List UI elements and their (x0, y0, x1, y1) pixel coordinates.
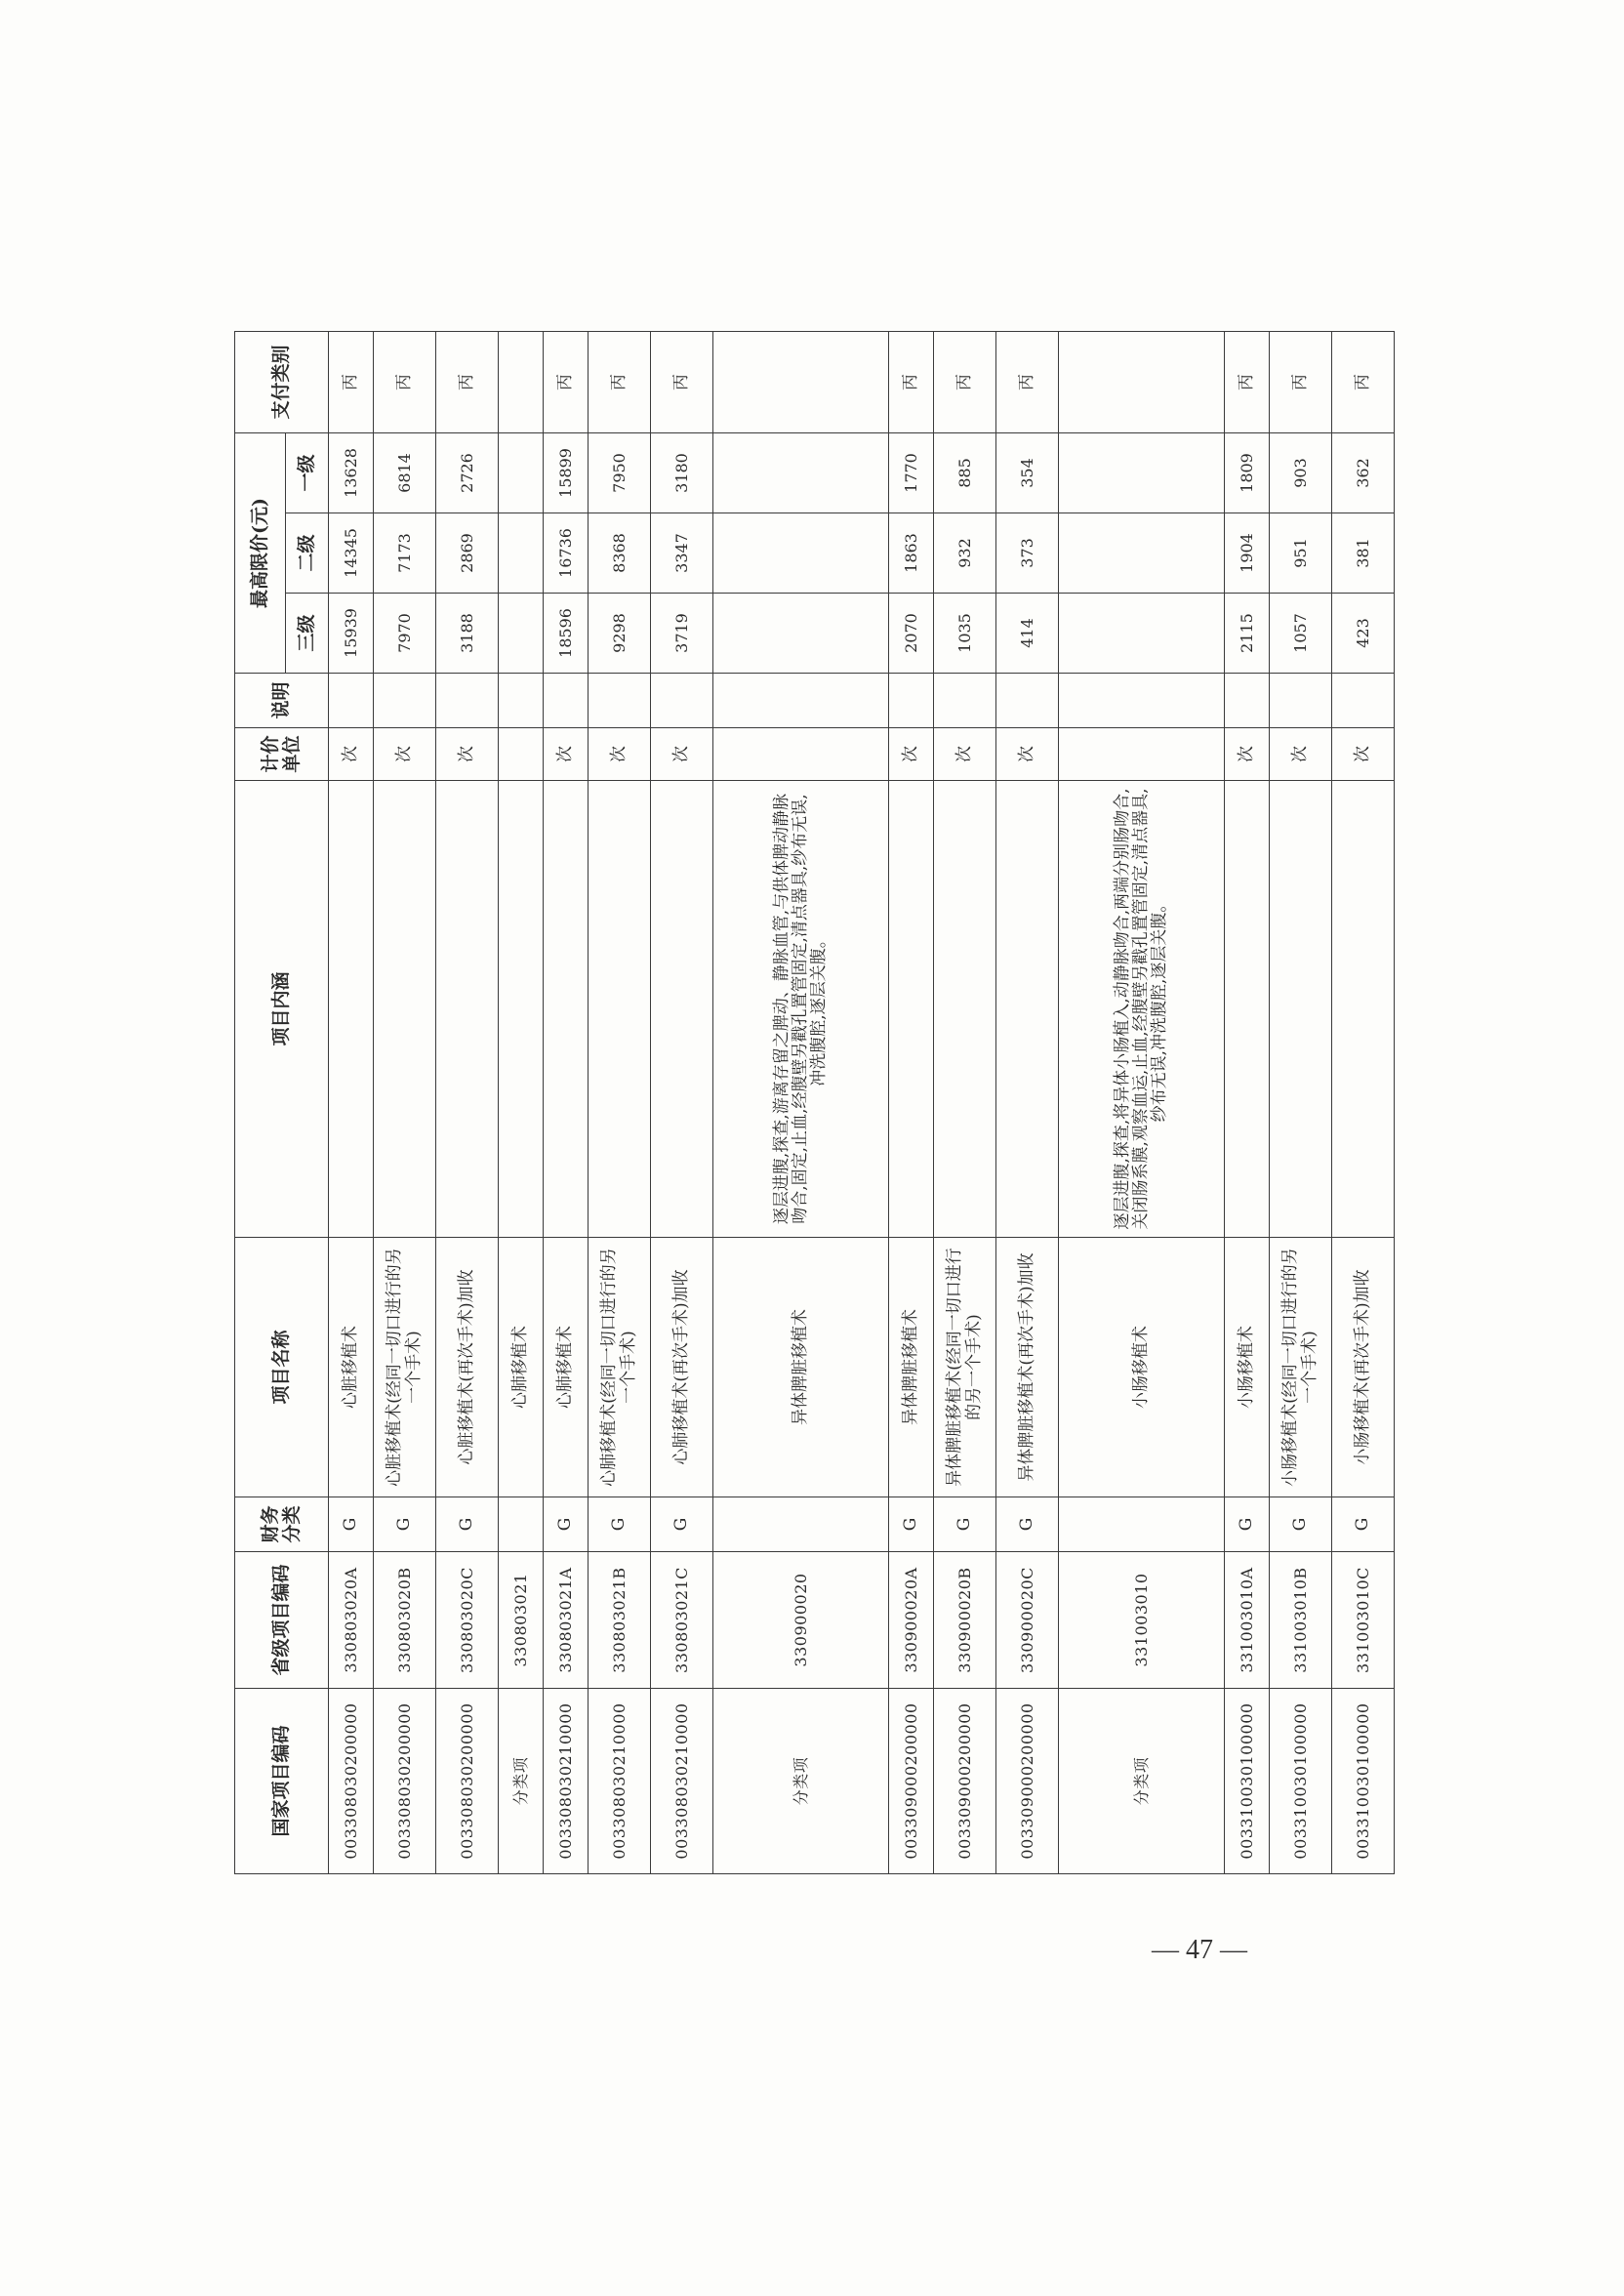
provincial-code-cell: 331003010B (1270, 1552, 1332, 1689)
item-content-cell (499, 781, 544, 1238)
table-row (713, 332, 889, 1874)
provincial-code-cell: 330803020A (329, 1552, 374, 1689)
note-cell (1270, 674, 1332, 728)
national-code-cell: 分类项 (713, 1689, 889, 1874)
note-cell (1059, 674, 1225, 728)
price-level2-cell: 1863 (889, 513, 934, 594)
note-cell (713, 674, 889, 728)
table-row (996, 332, 1059, 1874)
unit-cell: 次 (1270, 728, 1332, 781)
price-level3-cell: 2070 (889, 594, 934, 674)
price-level2-cell: 8368 (589, 513, 651, 594)
unit-cell (713, 728, 889, 781)
item-content-cell (544, 781, 589, 1238)
price-level1-cell: 2726 (436, 433, 499, 513)
price-level1-cell (499, 433, 544, 513)
provincial-code-cell: 330803021B (589, 1552, 651, 1689)
finance-class-cell (713, 1497, 889, 1552)
national-code-cell: 分类项 (499, 1689, 544, 1874)
col-level3: 三级 (286, 594, 329, 674)
payment-cell: 丙 (1332, 332, 1395, 433)
item-content-cell (329, 781, 374, 1238)
payment-cell: 丙 (651, 332, 713, 433)
finance-class-cell: G (329, 1497, 374, 1552)
national-code-cell: 003308030210000 (544, 1689, 589, 1874)
note-cell (436, 674, 499, 728)
price-level2-cell: 3347 (651, 513, 713, 594)
price-level2-cell (713, 513, 889, 594)
price-level3-cell: 2115 (1225, 594, 1270, 674)
finance-class-cell: G (1332, 1497, 1395, 1552)
item-name-cell: 异体脾脏移植术 (713, 1238, 889, 1497)
provincial-code-cell: 331003010C (1332, 1552, 1395, 1689)
national-code-cell: 003309000200000 (934, 1689, 996, 1874)
price-level2-cell: 932 (934, 513, 996, 594)
unit-cell: 次 (436, 728, 499, 781)
price-level1-cell: 1809 (1225, 433, 1270, 513)
price-level1-cell: 885 (934, 433, 996, 513)
item-content-cell (1270, 781, 1332, 1238)
col-level2: 二级 (286, 513, 329, 594)
unit-cell: 次 (1332, 728, 1395, 781)
col-provincial-code: 省级项目编码 (235, 1552, 329, 1689)
unit-cell (1059, 728, 1225, 781)
note-cell (934, 674, 996, 728)
item-content-cell (1225, 781, 1270, 1238)
provincial-code-cell: 330803021 (499, 1552, 544, 1689)
unit-cell: 次 (996, 728, 1059, 781)
national-code-cell: 003310030100000 (1332, 1689, 1395, 1874)
price-level2-cell (1059, 513, 1225, 594)
col-level1: 一级 (286, 433, 329, 513)
payment-cell (713, 332, 889, 433)
table-row (499, 332, 544, 1874)
rotated-table-page (234, 332, 1372, 1874)
national-code-cell: 003308030200000 (329, 1689, 374, 1874)
item-name-cell: 异体脾脏移植术(经同一切口进行的另一个手术) (934, 1238, 996, 1497)
col-item-name: 项目名称 (235, 1238, 329, 1497)
price-level1-cell: 6814 (374, 433, 436, 513)
table-row (1059, 332, 1225, 1874)
national-code-cell: 分类项 (1059, 1689, 1225, 1874)
provincial-code-cell: 330900020B (934, 1552, 996, 1689)
note-cell (889, 674, 934, 728)
price-level3-cell (499, 594, 544, 674)
item-name-cell: 心脏移植术 (329, 1238, 374, 1497)
price-level1-cell (713, 433, 889, 513)
price-level2-cell: 7173 (374, 513, 436, 594)
table-row (589, 332, 651, 1874)
item-name-cell: 心肺移植术(经同一切口进行的另一个手术) (589, 1238, 651, 1497)
col-payment: 支付类别 (235, 332, 329, 433)
price-level3-cell: 15939 (329, 594, 374, 674)
item-content-cell (996, 781, 1059, 1238)
finance-class-cell (499, 1497, 544, 1552)
unit-cell: 次 (934, 728, 996, 781)
price-table (234, 331, 1395, 1874)
price-level3-cell: 414 (996, 594, 1059, 674)
price-level3-cell: 3719 (651, 594, 713, 674)
payment-cell: 丙 (996, 332, 1059, 433)
note-cell (544, 674, 589, 728)
price-level1-cell: 13628 (329, 433, 374, 513)
unit-cell: 次 (651, 728, 713, 781)
price-level2-cell: 14345 (329, 513, 374, 594)
price-level1-cell: 903 (1270, 433, 1332, 513)
item-name-cell: 心肺移植术(再次手术)加收 (651, 1238, 713, 1497)
price-level2-cell: 1904 (1225, 513, 1270, 594)
unit-cell: 次 (1225, 728, 1270, 781)
unit-cell: 次 (329, 728, 374, 781)
unit-cell: 次 (889, 728, 934, 781)
item-content-cell (436, 781, 499, 1238)
provincial-code-cell: 331003010A (1225, 1552, 1270, 1689)
finance-class-cell: G (544, 1497, 589, 1552)
price-level3-cell (713, 594, 889, 674)
col-unit: 计价单位 (235, 728, 329, 781)
note-cell (589, 674, 651, 728)
item-name-cell: 小肠移植术(经同一切口进行的另一个手术) (1270, 1238, 1332, 1497)
provincial-code-cell: 330803021A (544, 1552, 589, 1689)
item-content-cell (1332, 781, 1395, 1238)
note-cell (1332, 674, 1395, 728)
item-content-cell (374, 781, 436, 1238)
finance-class-cell (1059, 1497, 1225, 1552)
finance-class-cell: G (436, 1497, 499, 1552)
price-level1-cell: 7950 (589, 433, 651, 513)
unit-cell: 次 (589, 728, 651, 781)
price-level1-cell: 362 (1332, 433, 1395, 513)
header-row-1 (235, 332, 286, 1874)
finance-class-cell: G (996, 1497, 1059, 1552)
item-name-cell: 心肺移植术 (544, 1238, 589, 1497)
provincial-code-cell: 330803020B (374, 1552, 436, 1689)
price-level2-cell: 373 (996, 513, 1059, 594)
item-name-cell: 异体脾脏移植术 (889, 1238, 934, 1497)
price-level2-cell: 951 (1270, 513, 1332, 594)
table-row (374, 332, 436, 1874)
item-content-cell: 逐层进腹,探查,将异体小肠植入,动静脉吻合,两端分别肠吻合,关闭肠系膜,观察血运,止血,经腹壁另戳孔置管固定,清点器具,纱布无误,冲洗腹腔,逐层关腹。 (1059, 781, 1225, 1238)
table-body (329, 332, 1395, 1874)
provincial-code-cell: 330900020 (713, 1552, 889, 1689)
table-row (1270, 332, 1332, 1874)
col-finance-class: 财务分类 (235, 1497, 329, 1552)
col-national-code: 国家项目编码 (235, 1689, 329, 1874)
note-cell (651, 674, 713, 728)
payment-cell: 丙 (544, 332, 589, 433)
finance-class-cell: G (1270, 1497, 1332, 1552)
price-level2-cell: 16736 (544, 513, 589, 594)
payment-cell: 丙 (436, 332, 499, 433)
provincial-code-cell: 331003010 (1059, 1552, 1225, 1689)
price-level2-cell: 381 (1332, 513, 1395, 594)
item-name-cell: 小肠移植术(再次手术)加收 (1332, 1238, 1395, 1497)
payment-cell (499, 332, 544, 433)
item-content-cell (889, 781, 934, 1238)
col-note: 说明 (235, 674, 329, 728)
price-level3-cell: 9298 (589, 594, 651, 674)
note-cell (329, 674, 374, 728)
table-row (436, 332, 499, 1874)
table-row (651, 332, 713, 1874)
price-level2-cell (499, 513, 544, 594)
price-level3-cell: 1057 (1270, 594, 1332, 674)
price-level3-cell: 7970 (374, 594, 436, 674)
item-name-cell: 心肺移植术 (499, 1238, 544, 1497)
finance-class-cell: G (934, 1497, 996, 1552)
item-content-cell (934, 781, 996, 1238)
payment-cell: 丙 (329, 332, 374, 433)
payment-cell: 丙 (589, 332, 651, 433)
price-level1-cell: 3180 (651, 433, 713, 513)
finance-class-cell: G (651, 1497, 713, 1552)
payment-cell: 丙 (889, 332, 934, 433)
national-code-cell: 003308030200000 (436, 1689, 499, 1874)
item-name-cell: 小肠移植术 (1059, 1238, 1225, 1497)
national-code-cell: 003308030210000 (589, 1689, 651, 1874)
item-content-cell: 逐层进腹,探查,游离存留之脾动、静脉血管,与供体脾动静脉吻合,固定,止血,经腹壁另戳孔置管固定,清点器具,纱布无误,冲洗腹腔,逐层关腹。 (713, 781, 889, 1238)
price-level3-cell (1059, 594, 1225, 674)
finance-class-cell: G (1225, 1497, 1270, 1552)
price-level1-cell: 15899 (544, 433, 589, 513)
table-row (1332, 332, 1395, 1874)
col-item-content: 项目内涵 (235, 781, 329, 1238)
provincial-code-cell: 330900020C (996, 1552, 1059, 1689)
finance-class-cell: G (889, 1497, 934, 1552)
table-row (544, 332, 589, 1874)
price-level1-cell: 1770 (889, 433, 934, 513)
national-code-cell: 003308030210000 (651, 1689, 713, 1874)
item-name-cell: 小肠移植术 (1225, 1238, 1270, 1497)
provincial-code-cell: 330900020A (889, 1552, 934, 1689)
item-content-cell (651, 781, 713, 1238)
national-code-cell: 003310030100000 (1225, 1689, 1270, 1874)
national-code-cell: 003309000200000 (996, 1689, 1059, 1874)
price-level1-cell: 354 (996, 433, 1059, 513)
payment-cell (1059, 332, 1225, 433)
price-level1-cell (1059, 433, 1225, 513)
finance-class-cell: G (589, 1497, 651, 1552)
item-content-cell (589, 781, 651, 1238)
payment-cell: 丙 (934, 332, 996, 433)
unit-cell: 次 (374, 728, 436, 781)
price-level3-cell: 18596 (544, 594, 589, 674)
unit-cell: 次 (544, 728, 589, 781)
payment-cell: 丙 (1225, 332, 1270, 433)
price-level3-cell: 3188 (436, 594, 499, 674)
col-max-price: 最高限价(元) (235, 433, 286, 674)
note-cell (499, 674, 544, 728)
national-code-cell: 003310030100000 (1270, 1689, 1332, 1874)
note-cell (374, 674, 436, 728)
table-row (1225, 332, 1270, 1874)
note-cell (1225, 674, 1270, 728)
provincial-code-cell: 330803021C (651, 1552, 713, 1689)
table-row (889, 332, 934, 1874)
price-level3-cell: 423 (1332, 594, 1395, 674)
item-name-cell: 心脏移植术(经同一切口进行的另一个手术) (374, 1238, 436, 1497)
item-name-cell: 心脏移植术(再次手术)加收 (436, 1238, 499, 1497)
finance-class-cell: G (374, 1497, 436, 1552)
unit-cell (499, 728, 544, 781)
provincial-code-cell: 330803020C (436, 1552, 499, 1689)
note-cell (996, 674, 1059, 728)
payment-cell: 丙 (1270, 332, 1332, 433)
national-code-cell: 003309000200000 (889, 1689, 934, 1874)
table-row (329, 332, 374, 1874)
table-row (934, 332, 996, 1874)
payment-cell: 丙 (374, 332, 436, 433)
price-level2-cell: 2869 (436, 513, 499, 594)
page-number: — 47 — (1152, 1935, 1247, 1965)
national-code-cell: 003308030200000 (374, 1689, 436, 1874)
price-level3-cell: 1035 (934, 594, 996, 674)
item-name-cell: 异体脾脏移植术(再次手术)加收 (996, 1238, 1059, 1497)
